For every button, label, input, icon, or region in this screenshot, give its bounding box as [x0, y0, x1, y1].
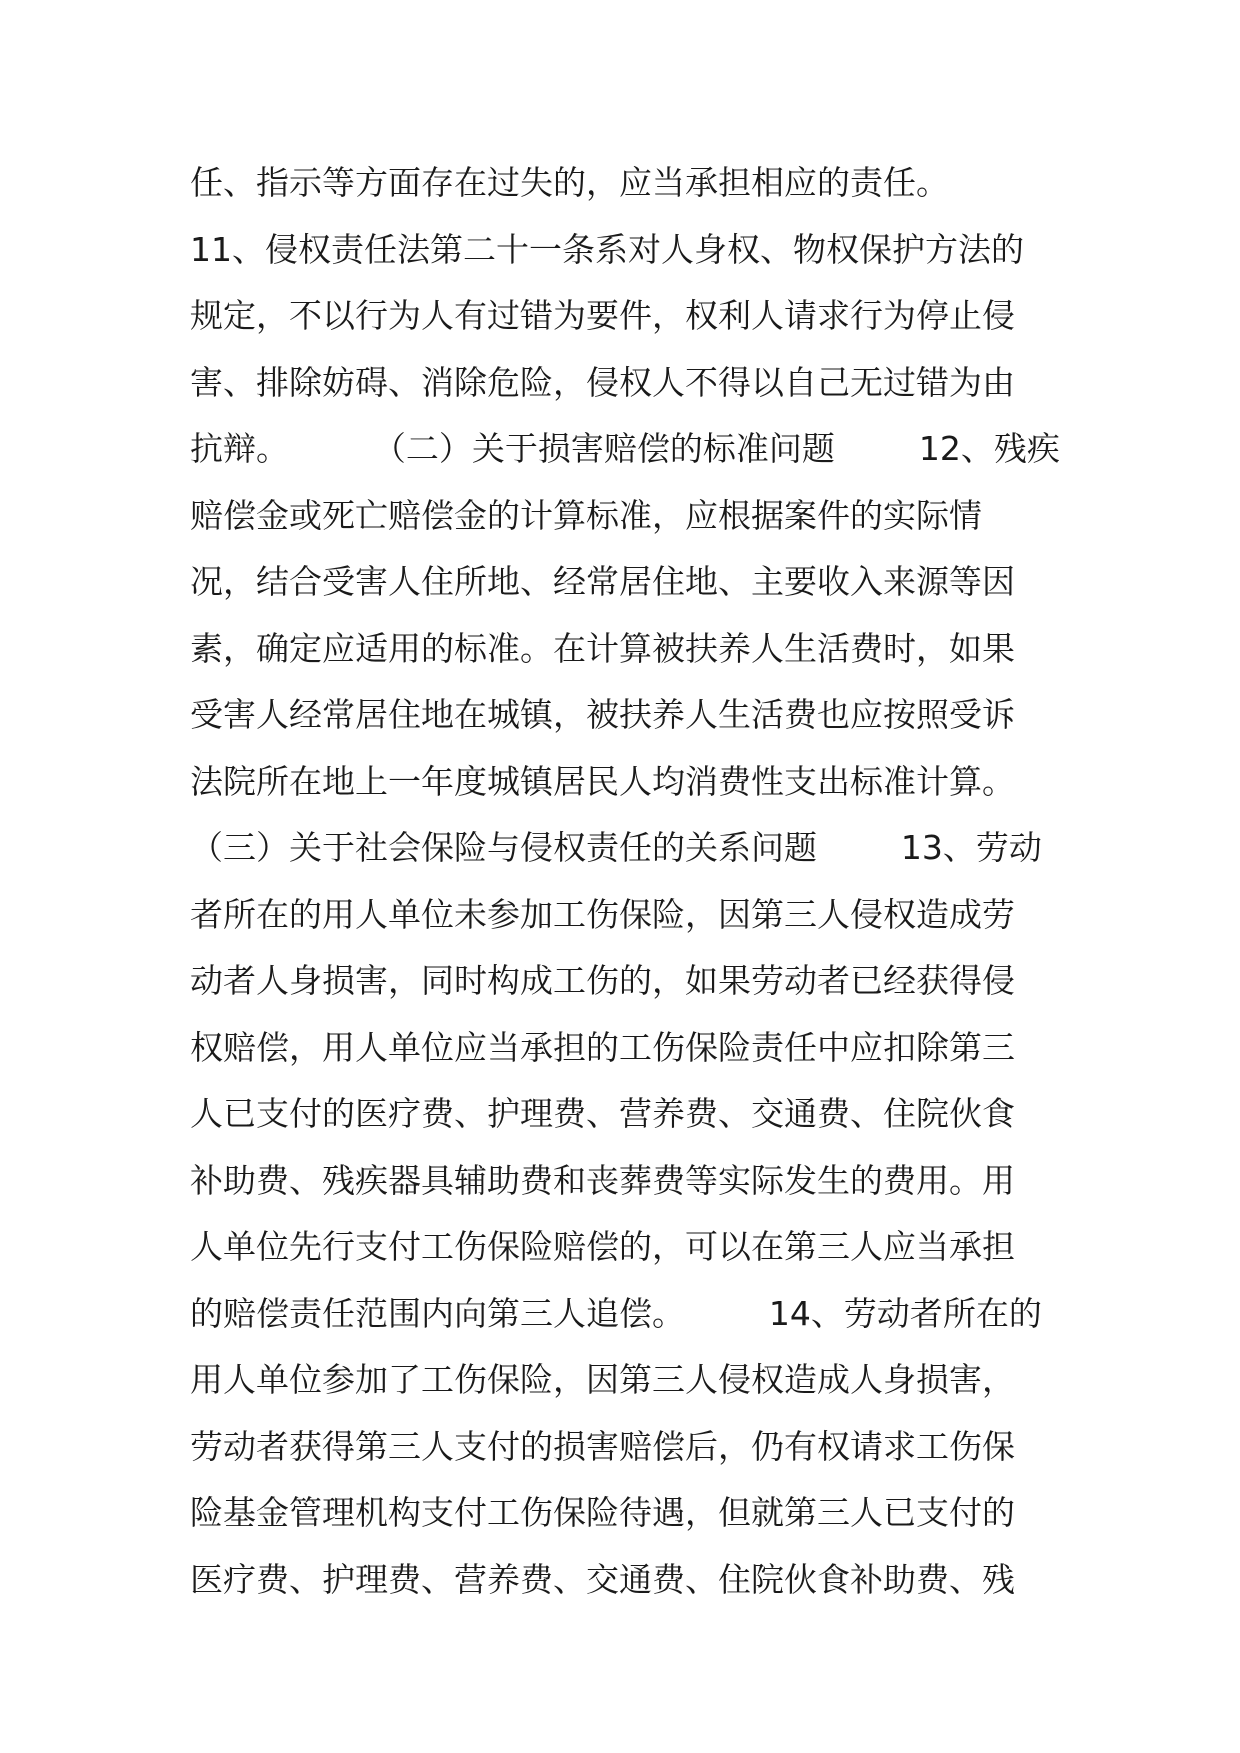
text-line: 受害人经常居住地在城镇，被扶养人生活费也应按照受诉: [190, 695, 1015, 734]
text-line: 抗辩。 （二）关于损害赔偿的标准问题 12、残疾: [190, 429, 1060, 468]
text-line: 补助费、残疾器具辅助费和丧葬费等实际发生的费用。用: [190, 1160, 1015, 1200]
text-line: 况，结合受害人住所地、经常居住地、主要收入来源等因: [190, 562, 1015, 601]
text-line: 者所在的用人单位未参加工伤保险，因第三人侵权造成劳: [190, 894, 1015, 934]
text-line: 权赔偿，用人单位应当承担的工伤保险责任中应扣除第三: [190, 1027, 1015, 1067]
text-line: 人已支付的医疗费、护理费、营养费、交通费、住院伙食: [190, 1094, 1015, 1133]
text-line: 动者人身损害，同时构成工伤的，如果劳动者已经获得侵: [190, 961, 1015, 1000]
text-line: 害、排除妨碍、消除危险，侵权人不得以自己无过错为由: [190, 362, 1015, 402]
text-line: 医疗费、护理费、营养费、交通费、住院伙食补助费、残: [190, 1559, 1015, 1599]
text-line: 任、指示等方面存在过失的，应当承担相应的责任。: [190, 163, 949, 202]
text-line: 的赔偿责任范围内向第三人追偿。 14、劳动者所在的: [190, 1293, 1042, 1333]
body-text: [190, 150, 1070, 1613]
text-line: 劳动者获得第三人支付的损害赔偿后，仍有权请求工伤保: [190, 1426, 1015, 1466]
text-line: 险基金管理机构支付工伤保险待遇，但就第三人已支付的: [190, 1493, 1015, 1532]
text-line: 规定，不以行为人有过错为要件，权利人请求行为停止侵: [190, 296, 1015, 335]
text-line: 用人单位参加了工伤保险，因第三人侵权造成人身损害，: [190, 1360, 1015, 1399]
text-line: （三）关于社会保险与侵权责任的关系问题 13、劳动: [190, 828, 1042, 867]
text-line: 素，确定应适用的标准。在计算被扶养人生活费时，如果: [190, 628, 1015, 668]
text-line: 法院所在地上一年度城镇居民人均消费性支出标准计算。: [190, 761, 1015, 801]
text-line: 人单位先行支付工伤保险赔偿的，可以在第三人应当承担: [190, 1227, 1015, 1266]
text-line: 赔偿金或死亡赔偿金的计算标准，应根据案件的实际情: [190, 495, 982, 535]
text-line: 11、侵权责任法第二十一条系对人身权、物权保护方法的: [190, 229, 1024, 269]
